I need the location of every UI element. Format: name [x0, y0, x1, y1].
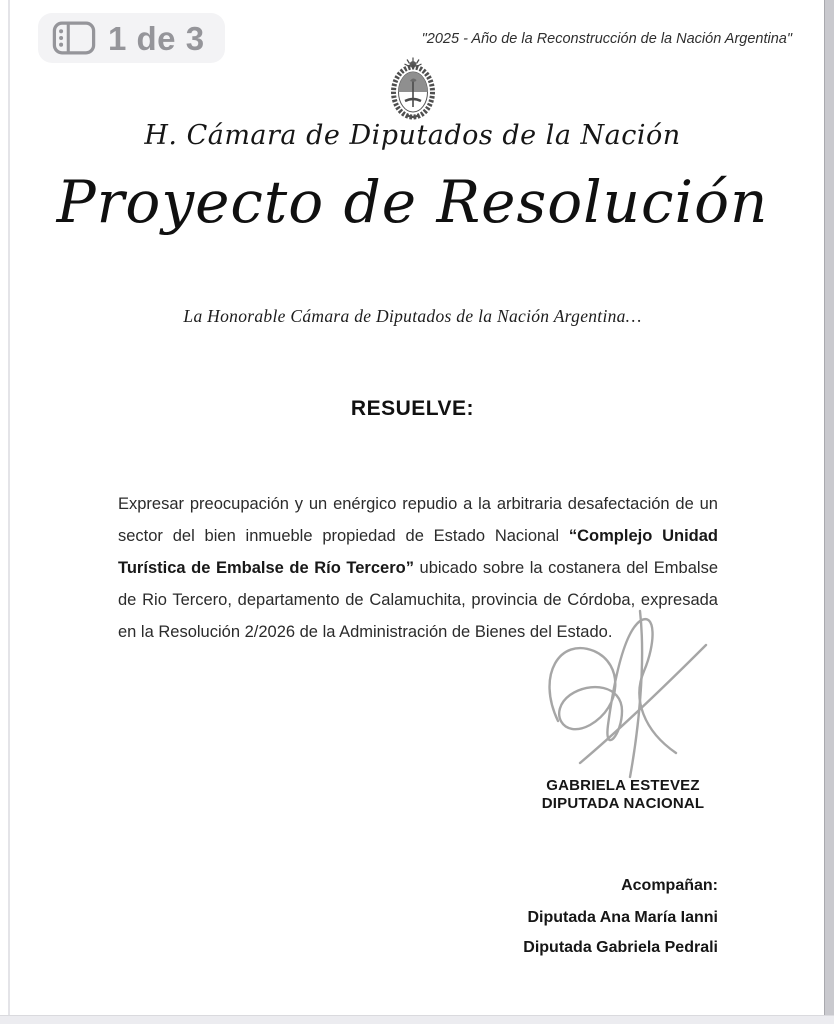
institution-line: H. Cámara de Diputados de la Nación [144, 120, 681, 151]
cosigners-block [523, 871, 718, 963]
resolve-heading: RESUELVE: [350, 397, 475, 420]
page-bottom-edge [0, 1015, 834, 1024]
signatory-block [528, 777, 718, 813]
cosigner-list [523, 903, 718, 963]
cosigner-name: Diputada Gabriela Pedrali [523, 939, 718, 956]
page-indicator-badge[interactable] [38, 13, 225, 63]
signatory-name: GABRIELA ESTEVEZ [546, 777, 700, 794]
pages-sidebar-icon [52, 20, 96, 56]
handwritten-signature [528, 603, 718, 781]
document-title: Proyecto de Resolución [56, 168, 769, 236]
cosigner-name: Diputada Ana María Ianni [527, 909, 718, 926]
signatory-role: DIPUTADA NACIONAL [541, 795, 705, 812]
cosigners-heading: Acompañan: [621, 877, 718, 894]
page-indicator-label: 1 de 3 [108, 19, 205, 57]
header-quote: "2025 - Año de la Reconstrucción de la Nación Argentina" [421, 31, 792, 47]
body-paragraph: Expresar preocupación y un enérgico repudio a la arbitraria desafectación de un sector del bien inmueble propiedad de Estado Nacional “Complejo Unidad Turística de Embalse de Río Tercero” ubicado sobre la costanera del Embalse de Rio Tercero, departamento de Calamuchita, provincia de Córdoba, expresada en la Resolución 2/2026 de la Administración de Bienes del Estado. [118, 494, 718, 641]
salutation-line: La Honorable Cámara de Diputados de la Nación Argentina… [183, 306, 642, 326]
argentina-coat-of-arms [0, 57, 825, 121]
page-right-edge [824, 0, 834, 1024]
page-left-edge [8, 0, 10, 1024]
